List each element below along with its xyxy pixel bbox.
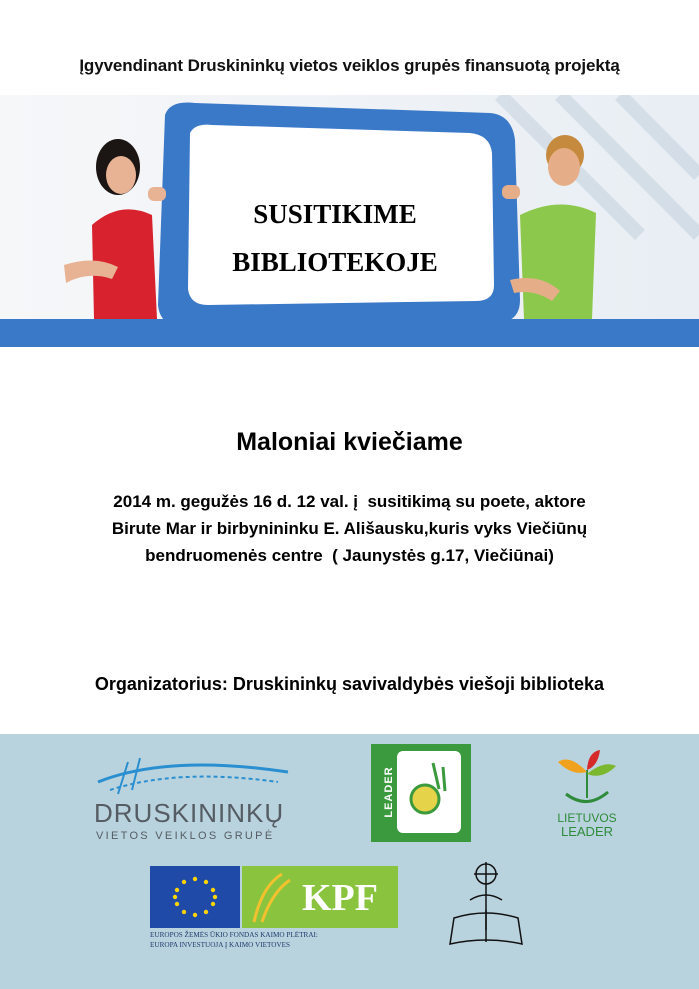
eu-fund-line1: EUROPOS ŽEMĖS ŪKIO FONDAS KAIMO PLĖTRAI: <box>150 931 318 939</box>
banner-title-line1: SUSITIKIME <box>253 199 417 229</box>
event-details <box>0 488 699 569</box>
swoosh-icon <box>88 754 328 804</box>
details-line-1: 2014 m. gegužės 16 d. 12 val. į susitikimą su poete, aktore <box>113 492 586 511</box>
banner-title-line2: BIBLIOTEKOJE <box>232 247 438 277</box>
leader-text: LEADER <box>383 766 395 818</box>
invite-heading: Maloniai kviečiame <box>236 428 463 456</box>
kpf-text: KPF <box>302 877 378 919</box>
lietuvos-line1: LIETUVOS <box>557 811 617 825</box>
leader-logo <box>371 744 471 842</box>
organizer-line: Organizatorius: Druskininkų savivaldybės viešoji biblioteka <box>94 674 605 694</box>
druskininku-vvg-logo <box>88 754 328 844</box>
leader-emblem-icon <box>395 749 465 837</box>
druskininku-sub: VIETOS VEIKLOS GRUPĖ <box>96 830 275 842</box>
eu-fund-line2: EUROPA INVESTUOJA Į KAIMO VIETOVES <box>150 941 291 949</box>
project-header: Įgyvendinant Druskininkų vietos veiklos grupės finansuotą projektą <box>79 56 620 75</box>
druskininku-word: DRUSKININKŲ <box>94 798 285 828</box>
details-line-3: bendruomenės centre ( Jaunystės g.17, Viečiūnai) <box>145 546 554 565</box>
banner-title <box>190 190 480 286</box>
lietuvos-leader-logo <box>542 748 632 843</box>
municipal-seal-icon <box>444 860 528 954</box>
details-line-2: Birute Mar ir birbynininku E. Ališausku,kuris vyks Viečiūnų <box>111 519 588 538</box>
lietuvos-line2: LEADER <box>560 824 614 839</box>
eu-kpf-logo <box>150 866 398 952</box>
sprout-hand-icon <box>542 748 632 810</box>
